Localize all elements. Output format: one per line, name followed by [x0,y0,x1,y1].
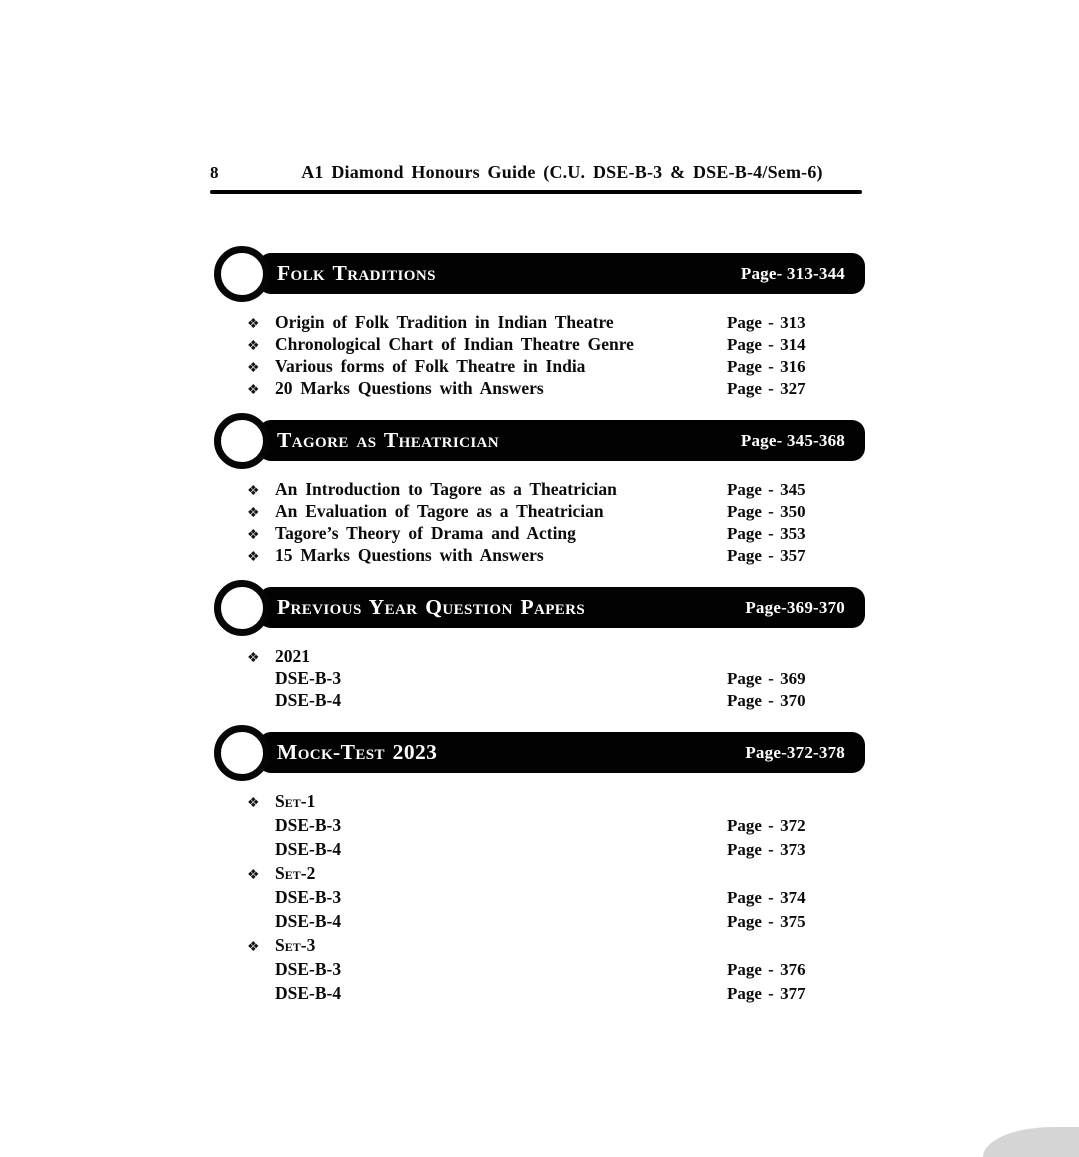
banner-circle-icon [214,580,270,636]
toc-item [215,334,865,356]
toc-subsection [215,935,865,959]
toc-subsection [215,863,865,887]
item-title: DSE-B-4 [275,690,342,710]
item-page: Page - 369 [727,669,806,688]
toc-item [215,668,865,690]
diamond-bullet-icon: ❖ [247,528,260,543]
item-page: Page - 327 [727,379,806,398]
page-header [210,162,862,183]
toc-item [215,356,865,378]
item-page: Page - 372 [727,816,806,835]
toc-item [215,911,865,935]
diamond-bullet-icon: ❖ [247,651,260,666]
toc-item [215,501,865,523]
section-items [215,312,865,400]
subsection-label: Set-1 [275,791,316,811]
item-title: An Evaluation of Tagore as a Theatrician [275,501,604,521]
diamond-bullet-icon: ❖ [247,796,260,811]
subsection-label: 2021 [275,646,310,666]
toc-item [215,983,865,1007]
item-page: Page - 374 [727,888,806,907]
diamond-bullet-icon: ❖ [247,317,260,332]
toc-item [215,312,865,334]
toc-item [215,887,865,911]
toc-subsection [215,646,865,668]
item-title: DSE-B-3 [275,668,342,688]
diamond-bullet-icon: ❖ [247,339,260,354]
section-title: Previous Year Question Papers [277,595,586,619]
item-page: Page - 350 [727,502,806,521]
item-title: DSE-B-3 [275,887,342,907]
document-title: A1 Diamond Honours Guide (C.U. DSE-B-3 & DSE-B-4/Sem-6) [301,162,823,182]
item-page: Page - 345 [727,480,806,499]
diamond-bullet-icon: ❖ [247,383,260,398]
item-page: Page - 314 [727,335,806,354]
toc-subsection [215,791,865,815]
item-title: DSE-B-3 [275,959,342,979]
section-title: Mock-Test 2023 [277,740,438,764]
banner-circle-icon [214,246,270,302]
toc-item [215,378,865,400]
item-title: DSE-B-4 [275,911,342,931]
section-page-range: Page-369-370 [745,597,845,617]
item-page: Page - 376 [727,960,806,979]
section-page-range: Page- 345-368 [740,430,845,450]
banner-circle-icon [214,413,270,469]
item-page: Page - 370 [727,691,806,710]
item-title: DSE-B-4 [275,983,342,1003]
subsection-label: Set-3 [275,935,316,955]
toc-item [215,523,865,545]
page-corner-shadow [983,1127,1079,1157]
section-banner [258,420,865,461]
item-page: Page - 373 [727,840,806,859]
section-banner [258,732,865,773]
diamond-bullet-icon: ❖ [247,506,260,521]
section-items [215,479,865,567]
toc-item [215,545,865,567]
item-page: Page - 313 [727,313,806,332]
subsection-label: Set-2 [275,863,316,883]
toc-item [215,959,865,983]
item-title: Various forms of Folk Theatre in India [275,356,586,376]
diamond-bullet-icon: ❖ [247,940,260,955]
diamond-bullet-icon: ❖ [247,550,260,565]
item-page: Page - 377 [727,984,806,1003]
section-banner [258,253,865,294]
diamond-bullet-icon: ❖ [247,361,260,376]
banner-circle-icon [214,725,270,781]
diamond-bullet-icon: ❖ [247,484,260,499]
item-title: Tagore’s Theory of Drama and Acting [275,523,576,543]
item-title: Origin of Folk Tradition in Indian Theatre [275,312,614,332]
item-page: Page - 316 [727,357,806,376]
header-rule [210,190,862,194]
section-items [215,646,865,712]
item-title: Chronological Chart of Indian Theatre Genre [275,334,634,354]
item-page: Page - 353 [727,524,806,543]
item-title: An Introduction to Tagore as a Theatrician [275,479,617,499]
diamond-bullet-icon: ❖ [247,868,260,883]
toc-item [215,690,865,712]
section-title: Folk Traditions [277,261,436,285]
page-number: 8 [210,163,219,182]
toc-item [215,839,865,863]
item-title: 15 Marks Questions with Answers [275,545,544,565]
section-title: Tagore as Theatrician [277,428,500,452]
item-title: DSE-B-4 [275,839,342,859]
section-banner [258,587,865,628]
item-page: Page - 375 [727,912,806,931]
item-title: 20 Marks Questions with Answers [275,378,544,398]
section-page-range: Page-372-378 [745,742,845,762]
section-items [215,791,865,1007]
item-page: Page - 357 [727,546,806,565]
section-page-range: Page- 313-344 [740,263,845,283]
item-title: DSE-B-3 [275,815,342,835]
toc-item [215,479,865,501]
toc-item [215,815,865,839]
table-of-contents [215,253,865,1027]
